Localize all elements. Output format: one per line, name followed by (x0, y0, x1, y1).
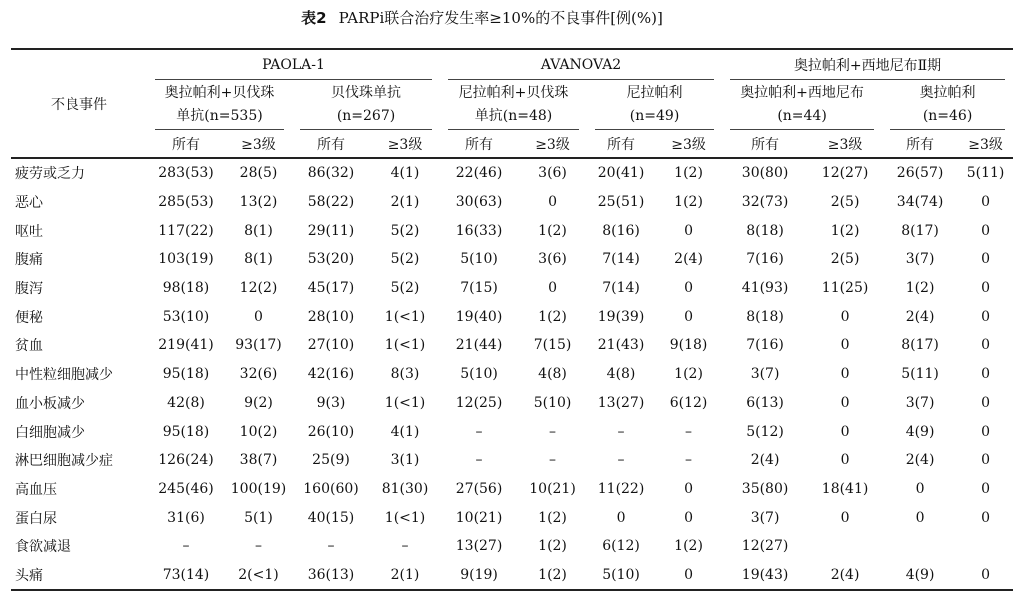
all-grade-cell: 12(25) (455, 394, 503, 411)
grade3-cell: 93(17) (235, 337, 282, 354)
all-grade-cell: 103(19) (158, 251, 214, 268)
all-grade-cell: 13(27) (455, 538, 503, 555)
all-grade-cell: 86(32) (307, 165, 355, 182)
all-grade-cell: 20(41) (597, 165, 645, 182)
all-grade-cell: 25(51) (597, 194, 645, 211)
grade3-cell: 0 (981, 280, 991, 297)
arm-name: 尼拉帕利 (626, 85, 683, 101)
table-title: PARPi联合治疗发生率≥10%的不良事件[例(%)] (338, 9, 663, 27)
grade3-cell: 7(15) (533, 337, 572, 354)
table-row (11, 216, 1013, 245)
all-grade-cell: 8(18) (746, 222, 784, 239)
grade3-cell: 2(1) (390, 194, 420, 211)
grade3-cell: 12(27) (821, 165, 869, 182)
grade3-cell: – (255, 538, 262, 555)
grade3-cell: 6(12) (669, 394, 708, 411)
all-grade-cell: 0 (915, 509, 925, 526)
grade3-cell: – (549, 423, 557, 440)
grade3-cell: 0 (548, 280, 557, 297)
grade3-cell: 2(4) (830, 566, 860, 583)
grade3-cell: 1(2) (674, 194, 703, 211)
all-grade-cell: 5(10) (460, 251, 498, 268)
table-row (11, 446, 1013, 475)
table-row (11, 475, 1013, 504)
table-row (11, 274, 1013, 303)
grade3-cell: 0 (840, 452, 850, 469)
table-row (11, 561, 1013, 591)
adverse-events-table (11, 48, 1013, 591)
grade3-cell: 10(2) (239, 423, 278, 440)
all-grade-cell: 32(73) (741, 194, 789, 211)
all-grade-cell: 29(11) (307, 222, 355, 239)
grade3-cell: – (401, 538, 409, 555)
grade3-cell: 1(2) (538, 222, 567, 239)
grade3-cell: 28(5) (239, 165, 278, 182)
grade3-cell: 1(<1) (384, 394, 426, 411)
all-grade-cell: 27(10) (307, 337, 355, 354)
all-grade-cell: 30(80) (741, 165, 789, 182)
all-grade-cell: 21(44) (455, 337, 503, 354)
grade3-cell: 0 (981, 337, 991, 354)
event-name: 头痛 (15, 567, 43, 584)
all-grade-cell: 53(20) (307, 251, 355, 268)
grade3-cell: 0 (981, 222, 991, 239)
all-grade-cell: 7(14) (602, 280, 640, 297)
table-row (11, 360, 1013, 389)
grade3-cell: 12(2) (239, 280, 278, 297)
all-grade-cell: 30(63) (455, 194, 503, 211)
all-grade-cell: 8(17) (901, 222, 939, 239)
event-name: 血小板减少 (15, 395, 85, 412)
grade3-cell: – (685, 452, 693, 469)
all-grade-cell: 26(57) (896, 165, 944, 182)
study-header-row (11, 49, 1013, 80)
grade-header-row (11, 130, 1013, 158)
arm-header (147, 80, 292, 130)
grade3-cell: 5(10) (533, 394, 572, 411)
all-grade-cell (882, 532, 958, 561)
event-name: 呕吐 (15, 223, 43, 240)
grade3-cell: 5(2) (390, 251, 420, 268)
all-grade-cell: 7(14) (602, 251, 640, 268)
grade3-cell: 2(<1) (238, 566, 279, 583)
all-grade-cell: 26(10) (307, 423, 355, 440)
all-grade-cell: 160(60) (303, 480, 359, 497)
event-name: 腹痛 (15, 252, 43, 269)
all-grade-cell: – (475, 423, 483, 440)
event-name: 高血压 (15, 481, 57, 498)
all-grade-header: 所有 (607, 136, 636, 153)
row-label-header: 不良事件 (11, 49, 147, 158)
table-row (11, 158, 1013, 188)
event-name: 恶心 (15, 195, 43, 212)
all-grade-cell: 40(15) (307, 509, 355, 526)
all-grade-cell: – (617, 452, 625, 469)
grade3-cell: 5(2) (390, 280, 420, 297)
all-grade-cell: 9(19) (460, 566, 498, 583)
all-grade-cell: – (182, 538, 190, 555)
arm-name: 贝伐珠单抗 (331, 85, 402, 101)
grade3-header: ≥3级 (241, 136, 276, 153)
grade3-header: ≥3级 (387, 136, 423, 153)
arm-header (440, 80, 587, 130)
all-grade-header: 所有 (465, 136, 494, 153)
arm-header (292, 80, 440, 130)
all-grade-cell: 7(16) (746, 337, 784, 354)
all-grade-cell: 11(22) (597, 480, 645, 497)
all-grade-cell: 9(3) (316, 394, 346, 411)
all-grade-cell: 6(12) (602, 538, 640, 555)
table-row (11, 302, 1013, 331)
arm-header (882, 80, 1013, 130)
grade3-header: ≥3级 (535, 136, 570, 153)
grade3-cell: – (549, 452, 557, 469)
all-grade-cell: 6(13) (746, 394, 784, 411)
all-grade-cell: 4(8) (606, 366, 636, 383)
study-paola1: PAOLA-1 (147, 49, 440, 80)
all-grade-cell: – (327, 538, 335, 555)
all-grade-cell: 31(6) (167, 509, 205, 526)
all-grade-cell: 8(18) (746, 308, 784, 325)
grade3-cell: 2(1) (390, 566, 420, 583)
grade3-cell: 0 (548, 194, 557, 211)
grade3-cell: 0 (981, 566, 991, 583)
grade3-cell: 0 (981, 509, 991, 526)
grade3-cell: 0 (684, 280, 693, 297)
arm-name: 奥拉帕利+西地尼布 (740, 85, 864, 101)
all-grade-cell: 0 (915, 480, 925, 497)
all-grade-cell: – (617, 423, 625, 440)
grade3-cell: 1(2) (538, 509, 567, 526)
table-caption (0, 0, 964, 34)
all-grade-cell: 28(10) (307, 308, 355, 325)
grade3-cell: 9(18) (669, 337, 708, 354)
all-grade-cell: 73(14) (162, 566, 210, 583)
all-grade-cell: 3(7) (750, 366, 780, 383)
grade3-cell: 0 (981, 480, 991, 497)
grade3-cell: 32(6) (239, 366, 278, 383)
grade3-cell: 4(8) (538, 366, 567, 383)
grade3-cell: 1(2) (830, 222, 860, 239)
all-grade-cell: 7(16) (746, 251, 784, 268)
all-grade-cell: 13(27) (597, 394, 645, 411)
grade3-cell: 1(2) (674, 538, 703, 555)
all-grade-cell: 126(24) (158, 452, 214, 469)
grade3-cell: 1(<1) (384, 308, 426, 325)
grade3-cell: 0 (981, 452, 991, 469)
grade3-cell: 4(1) (390, 165, 420, 182)
grade3-cell (958, 532, 1013, 561)
all-grade-cell: 95(18) (162, 423, 210, 440)
grade3-cell: 1(2) (538, 538, 567, 555)
all-grade-cell: 58(22) (307, 194, 355, 211)
grade3-cell: 4(1) (390, 423, 420, 440)
all-grade-cell: 5(11) (901, 366, 939, 383)
grade3-cell: 0 (981, 194, 991, 211)
table-row (11, 532, 1013, 561)
all-grade-cell: 16(33) (455, 222, 503, 239)
all-grade-cell: 117(22) (158, 222, 214, 239)
all-grade-header: 所有 (317, 136, 345, 153)
all-grade-cell: 8(17) (901, 337, 939, 354)
all-grade-cell: 53(10) (162, 308, 210, 325)
table-row (11, 188, 1013, 217)
grade3-cell: 0 (684, 480, 693, 497)
event-name: 腹泻 (15, 281, 43, 298)
grade3-cell: 0 (684, 222, 693, 239)
all-grade-cell: 285(53) (158, 194, 214, 211)
grade3-cell: 2(5) (830, 194, 860, 211)
all-grade-cell: 5(12) (746, 423, 784, 440)
grade3-cell: 0 (840, 308, 850, 325)
grade3-cell: 8(1) (244, 251, 273, 268)
all-grade-cell: 19(40) (455, 308, 503, 325)
all-grade-cell: 3(7) (905, 251, 935, 268)
table-number: 表2 (301, 9, 327, 27)
grade3-header: ≥3级 (827, 136, 863, 153)
all-grade-cell: 8(16) (602, 222, 640, 239)
event-name: 白细胞减少 (15, 424, 85, 441)
table-row (11, 389, 1013, 418)
grade3-cell: 1(2) (674, 366, 703, 383)
all-grade-cell: 22(46) (455, 165, 503, 182)
grade3-cell: 13(2) (239, 194, 278, 211)
all-grade-cell: 283(53) (158, 165, 214, 182)
grade3-cell: 0 (684, 566, 693, 583)
grade3-cell: 0 (684, 509, 693, 526)
all-grade-cell: 3(7) (750, 509, 780, 526)
all-grade-cell: 35(80) (741, 480, 789, 497)
grade3-cell: 1(<1) (384, 509, 426, 526)
grade3-cell: 0 (840, 337, 850, 354)
grade3-cell: 1(<1) (384, 337, 426, 354)
event-name: 便秘 (15, 309, 43, 326)
grade3-cell: 11(25) (821, 280, 869, 297)
grade3-cell: 3(6) (538, 251, 567, 268)
all-grade-cell: 95(18) (162, 366, 210, 383)
arm-sample-size: 单抗(n=48) (474, 108, 553, 124)
grade3-cell: 1(2) (674, 165, 703, 182)
event-name: 疲劳或乏力 (15, 166, 85, 183)
all-grade-header: 所有 (906, 136, 935, 153)
grade3-cell: 0 (981, 366, 991, 383)
grade3-cell: 3(1) (390, 452, 420, 469)
arm-sample-size: (n=46) (922, 108, 973, 124)
event-name: 食欲减退 (15, 539, 71, 556)
arm-name: 奥拉帕利+贝伐珠 (164, 85, 275, 101)
grade3-header: ≥3级 (968, 136, 1003, 153)
all-grade-cell: 19(39) (597, 308, 645, 325)
grade3-cell: 0 (840, 394, 850, 411)
all-grade-header: 所有 (751, 136, 780, 153)
grade3-cell: 10(21) (529, 480, 576, 497)
arm-sample-size: (n=49) (629, 108, 680, 124)
arm-sample-size: 单抗(n=535) (176, 108, 263, 124)
grade3-cell: 8(1) (244, 222, 273, 239)
grade3-cell: 5(11) (966, 165, 1005, 182)
arm-sample-size: (n=267) (336, 108, 396, 124)
all-grade-cell: 10(21) (455, 509, 503, 526)
grade3-cell: 2(4) (674, 251, 703, 268)
all-grade-cell: 42(16) (307, 366, 355, 383)
grade3-cell: 3(6) (538, 165, 567, 182)
all-grade-header: 所有 (172, 136, 200, 153)
all-grade-cell: 45(17) (307, 280, 355, 297)
all-grade-cell: 5(10) (460, 366, 498, 383)
event-name: 淋巴细胞减少症 (15, 453, 113, 470)
all-grade-cell: 2(4) (905, 452, 935, 469)
table-row (11, 503, 1013, 532)
all-grade-cell: 19(43) (741, 566, 789, 583)
all-grade-cell: 7(15) (460, 280, 498, 297)
study-olaparib-cediranib: 奥拉帕利+西地尼布Ⅱ期 (722, 49, 1013, 80)
study-avanova2: AVANOVA2 (440, 49, 722, 80)
table-row (11, 245, 1013, 274)
all-grade-cell: – (475, 452, 483, 469)
grade3-cell: 5(1) (244, 509, 273, 526)
event-name: 蛋白尿 (15, 510, 57, 527)
all-grade-cell: 4(9) (905, 566, 935, 583)
grade3-cell: 100(19) (230, 480, 287, 497)
all-grade-cell: 4(9) (905, 423, 935, 440)
all-grade-cell: 12(27) (741, 538, 789, 555)
all-grade-cell: 2(4) (905, 308, 935, 325)
arm-name: 奥拉帕利 (919, 85, 976, 101)
grade3-cell: 0 (840, 366, 850, 383)
all-grade-cell: 34(74) (896, 194, 944, 211)
grade3-cell: 0 (981, 423, 991, 440)
all-grade-cell: 27(56) (455, 480, 503, 497)
table-row (11, 417, 1013, 446)
all-grade-cell: 1(2) (905, 280, 935, 297)
arm-header (722, 80, 882, 130)
all-grade-cell: 25(9) (312, 452, 350, 469)
all-grade-cell: 36(13) (307, 566, 355, 583)
grade3-cell: 2(5) (830, 251, 860, 268)
grade3-cell: 0 (981, 308, 991, 325)
grade3-cell: 9(2) (244, 394, 273, 411)
grade3-cell: 1(2) (538, 308, 567, 325)
all-grade-cell: 42(8) (167, 394, 205, 411)
event-name: 中性粒细胞减少 (15, 367, 113, 384)
all-grade-cell: 5(10) (602, 566, 640, 583)
grade3-cell: 0 (684, 308, 693, 325)
grade3-cell: 18(41) (821, 480, 869, 497)
all-grade-cell: 3(7) (905, 394, 935, 411)
arm-header (587, 80, 722, 130)
all-grade-cell: 2(4) (750, 452, 780, 469)
grade3-cell: 0 (254, 308, 263, 325)
grade3-cell: 5(2) (390, 222, 420, 239)
all-grade-cell: 0 (616, 509, 626, 526)
all-grade-cell: 245(46) (158, 480, 214, 497)
grade3-cell: 0 (981, 251, 991, 268)
all-grade-cell: 219(41) (158, 337, 214, 354)
arm-header-row (11, 80, 1013, 130)
all-grade-cell: 98(18) (162, 280, 210, 297)
grade3-cell: – (685, 423, 693, 440)
grade3-cell: 0 (981, 394, 991, 411)
all-grade-cell: 41(93) (741, 280, 789, 297)
grade3-cell: 0 (840, 423, 850, 440)
all-grade-cell: 21(43) (597, 337, 645, 354)
grade3-cell: 1(2) (538, 566, 567, 583)
grade3-cell (808, 532, 882, 561)
table-row (11, 331, 1013, 360)
grade3-cell: 81(30) (381, 480, 429, 497)
arm-sample-size: (n=44) (777, 108, 827, 124)
grade3-cell: 38(7) (239, 452, 278, 469)
grade3-header: ≥3级 (671, 136, 706, 153)
grade3-cell: 8(3) (390, 366, 420, 383)
grade3-cell: 0 (840, 509, 850, 526)
table-body (11, 158, 1013, 590)
arm-name: 尼拉帕利+贝伐珠 (458, 85, 569, 101)
event-name: 贫血 (15, 338, 43, 355)
